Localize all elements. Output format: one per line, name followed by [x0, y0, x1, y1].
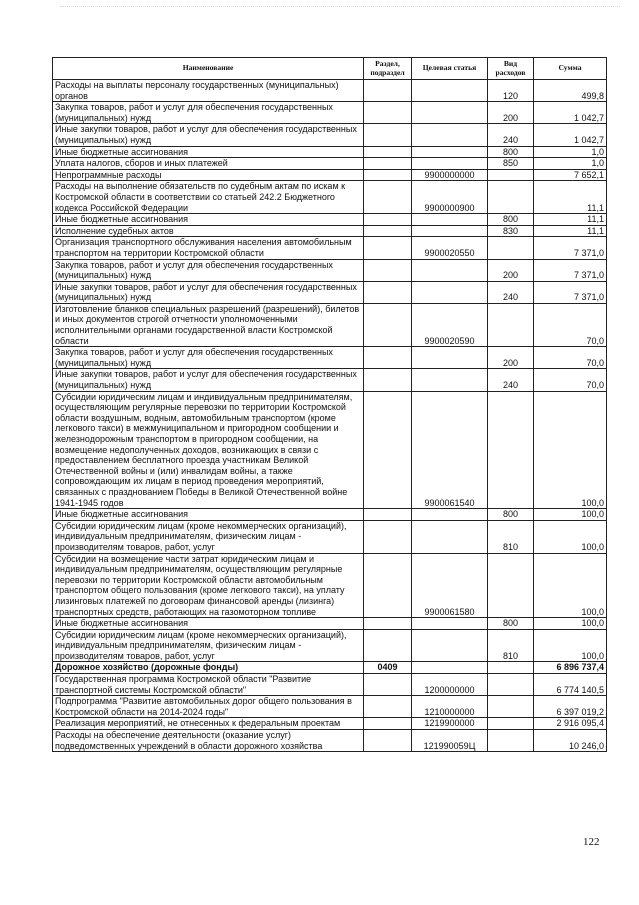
cell-kind [488, 730, 534, 752]
cell-section [364, 674, 412, 696]
cell-sum: 7 371,0 [534, 281, 607, 303]
cell-sum: 1,0 [534, 146, 607, 158]
cell-sum: 11,1 [534, 225, 607, 237]
cell-sum: 100,0 [534, 391, 607, 509]
cell-name: Субсидии юридическим лицам (кроме некоммерческих организаций), индивидуальным предпринимателям, физическим лицам - производителям товаров, работ, услуг [53, 629, 364, 662]
cell-name: Субсидии юридическим лицам и индивидуальным предпринимателям, осуществляющим регулярные перевозки по территории Костромской области воздушным, водным, автомобильным транспортом (кроме легкового такси) в межмуниципальном и пригородном сообщении и железнодорожным транспортом в пригородном сообщении, на возмещение недополученных доходов, возникающих в связи с предоставлением бесплатного проезда участникам Великой Отечественной войны и (или) инвалидам войны, а также сопровождающим их лицам в период проведения мероприятий, связанных с празднованием Победы в Великой Отечественной войне 1941-1945 годов [53, 391, 364, 509]
cell-name: Дорожное хозяйство (дорожные фонды) [53, 662, 364, 674]
cell-kind: 240 [488, 124, 534, 146]
table-body [53, 80, 607, 752]
cell-name: Расходы на обеспечение деятельности (оказание услуг) подведомственных учреждений в области дорожного хозяйства [53, 730, 364, 752]
cell-section [364, 102, 412, 124]
table-row [53, 347, 607, 369]
cell-target [412, 214, 488, 226]
table-row [53, 369, 607, 391]
cell-section [364, 718, 412, 730]
cell-kind: 120 [488, 80, 534, 102]
cell-name: Реализация мероприятий, не отнесенных к федеральным проектам [53, 718, 364, 730]
cell-target: 9900061580 [412, 553, 488, 618]
cell-target [412, 520, 488, 553]
table-row [53, 124, 607, 146]
cell-section [364, 369, 412, 391]
table-row [53, 225, 607, 237]
cell-sum: 1 042,7 [534, 102, 607, 124]
cell-name: Изготовление бланков специальных разрешений (разрешений), билетов и иных документов строгой отчетности уполномоченными исполнительными органами государственной власти Костромской области [53, 303, 364, 346]
cell-name: Субсидии юридическим лицам (кроме некоммерческих организаций), индивидуальным предпринимателям, физическим лицам - производителям товаров, работ, услуг [53, 520, 364, 553]
cell-name: Подпрограмма "Развитие автомобильных дорог общего пользования в Костромской области на 2014-2024 годы" [53, 696, 364, 718]
cell-kind: 200 [488, 347, 534, 369]
cell-name: Закупка товаров, работ и услуг для обеспечения государственных (муниципальных) нужд [53, 259, 364, 281]
cell-target: 9900000000 [412, 169, 488, 181]
cell-sum: 10 246,0 [534, 730, 607, 752]
cell-section [364, 696, 412, 718]
cell-target [412, 347, 488, 369]
cell-section [364, 281, 412, 303]
cell-sum: 7 652,1 [534, 169, 607, 181]
cell-sum: 6 397 019,2 [534, 696, 607, 718]
cell-kind [488, 169, 534, 181]
table-row [53, 303, 607, 346]
cell-section [364, 169, 412, 181]
table-row [53, 730, 607, 752]
cell-section [364, 303, 412, 346]
cell-name: Расходы на выплаты персоналу государственных (муниципальных) органов [53, 80, 364, 102]
cell-kind: 810 [488, 520, 534, 553]
cell-name: Иные закупки товаров, работ и услуг для обеспечения государственных (муниципальных) нужд [53, 369, 364, 391]
table-row [53, 629, 607, 662]
cell-kind [488, 391, 534, 509]
cell-section [364, 391, 412, 509]
cell-target [412, 124, 488, 146]
table-row [53, 662, 607, 674]
cell-target [412, 369, 488, 391]
cell-name: Расходы на выполнение обязательств по судебным актам по искам к Костромской области в соответствии со статьей 242.2 Бюджетного кодекса Российской Федерации [53, 181, 364, 214]
table-row [53, 718, 607, 730]
cell-sum: 1 042,7 [534, 124, 607, 146]
cell-section [364, 629, 412, 662]
cell-section [364, 225, 412, 237]
table-row [53, 696, 607, 718]
cell-sum: 70,0 [534, 303, 607, 346]
cell-name: Закупка товаров, работ и услуг для обеспечения государственных (муниципальных) нужд [53, 347, 364, 369]
cell-section [364, 146, 412, 158]
cell-target: 9900000900 [412, 181, 488, 214]
cell-target [412, 80, 488, 102]
cell-kind: 800 [488, 509, 534, 521]
cell-target [412, 158, 488, 170]
cell-section [364, 181, 412, 214]
table-row [53, 674, 607, 696]
cell-name: Иные бюджетные ассигнования [53, 146, 364, 158]
table-row [53, 158, 607, 170]
table-row [53, 102, 607, 124]
table-header-row [53, 58, 607, 80]
cell-name: Иные бюджетные ассигнования [53, 214, 364, 226]
cell-name: Государственная программа Костромской области "Развитие транспортной системы Костромской области" [53, 674, 364, 696]
cell-section [364, 259, 412, 281]
cell-target: 1210000000 [412, 696, 488, 718]
cell-sum: 100,0 [534, 553, 607, 618]
cell-kind [488, 237, 534, 259]
cell-name: Иные бюджетные ассигнования [53, 509, 364, 521]
cell-target [412, 509, 488, 521]
cell-target: 9900061540 [412, 391, 488, 509]
cell-kind: 240 [488, 369, 534, 391]
cell-name: Иные закупки товаров, работ и услуг для обеспечения государственных (муниципальных) нужд [53, 281, 364, 303]
cell-kind [488, 662, 534, 674]
cell-kind: 830 [488, 225, 534, 237]
cell-target [412, 662, 488, 674]
cell-section [364, 730, 412, 752]
cell-kind: 800 [488, 618, 534, 630]
cell-target: 1219900000 [412, 718, 488, 730]
cell-sum: 100,0 [534, 629, 607, 662]
table-row [53, 169, 607, 181]
table-row [53, 509, 607, 521]
cell-section [364, 347, 412, 369]
header-section: Раздел, подраздел [364, 58, 412, 80]
cell-target [412, 629, 488, 662]
cell-target [412, 146, 488, 158]
cell-section [364, 80, 412, 102]
cell-sum: 2 916 095,4 [534, 718, 607, 730]
header-name: Наименование [53, 58, 364, 80]
table-row [53, 553, 607, 618]
header-kind: Вид расходов [488, 58, 534, 80]
cell-section [364, 520, 412, 553]
table-row [53, 281, 607, 303]
table-row [53, 214, 607, 226]
table-row [53, 80, 607, 102]
cell-target: 9900020550 [412, 237, 488, 259]
cell-target: 9900020590 [412, 303, 488, 346]
cell-kind [488, 674, 534, 696]
table-row [53, 391, 607, 509]
table-row [53, 618, 607, 630]
cell-sum: 7 371,0 [534, 237, 607, 259]
cell-kind [488, 718, 534, 730]
cell-section [364, 509, 412, 521]
cell-kind: 800 [488, 146, 534, 158]
table-row [53, 146, 607, 158]
cell-sum: 6 774 140,5 [534, 674, 607, 696]
cell-sum: 70,0 [534, 347, 607, 369]
cell-kind [488, 553, 534, 618]
cell-kind [488, 303, 534, 346]
cell-sum: 70,0 [534, 369, 607, 391]
cell-name: Иные бюджетные ассигнования [53, 618, 364, 630]
budget-table [52, 57, 607, 752]
cell-kind [488, 696, 534, 718]
cell-kind: 240 [488, 281, 534, 303]
page-number: 122 [583, 836, 600, 848]
cell-section [364, 237, 412, 259]
cell-target [412, 281, 488, 303]
cell-section [364, 214, 412, 226]
cell-kind: 800 [488, 214, 534, 226]
cell-name: Субсидии на возмещение части затрат юридическим лицам и индивидуальным предпринимателям, осуществляющим регулярные перевозки по территории Костромской области автомобильным транспортом общего пользования (кроме легкового такси), на уплату лизинговых платежей по договорам финансовой аренды (лизинга) транспортных средств, работающих на газомоторном топливе [53, 553, 364, 618]
cell-section [364, 553, 412, 618]
cell-section: 0409 [364, 662, 412, 674]
table-row [53, 520, 607, 553]
cell-name: Организация транспортного обслуживания населения автомобильным транспортом на территории Костромской области [53, 237, 364, 259]
scan-edge-line [60, 6, 620, 7]
cell-name: Закупка товаров, работ и услуг для обеспечения государственных (муниципальных) нужд [53, 102, 364, 124]
cell-target [412, 225, 488, 237]
cell-section [364, 158, 412, 170]
cell-sum: 499,8 [534, 80, 607, 102]
header-target: Целевая статья [412, 58, 488, 80]
cell-kind: 200 [488, 102, 534, 124]
cell-target: 1200000000 [412, 674, 488, 696]
cell-section [364, 618, 412, 630]
cell-kind: 850 [488, 158, 534, 170]
cell-sum: 11,1 [534, 214, 607, 226]
table-row [53, 181, 607, 214]
cell-sum: 11,1 [534, 181, 607, 214]
cell-name: Иные закупки товаров, работ и услуг для обеспечения государственных (муниципальных) нужд [53, 124, 364, 146]
cell-name: Исполнение судебных актов [53, 225, 364, 237]
cell-section [364, 124, 412, 146]
cell-name: Непрограммные расходы [53, 169, 364, 181]
cell-target [412, 102, 488, 124]
table-row [53, 237, 607, 259]
cell-sum: 100,0 [534, 509, 607, 521]
cell-sum: 1,0 [534, 158, 607, 170]
cell-sum: 100,0 [534, 618, 607, 630]
cell-sum: 6 896 737,4 [534, 662, 607, 674]
table-row [53, 259, 607, 281]
cell-sum: 7 371,0 [534, 259, 607, 281]
cell-kind [488, 181, 534, 214]
cell-target: 121990059Ц [412, 730, 488, 752]
cell-kind: 200 [488, 259, 534, 281]
cell-kind: 810 [488, 629, 534, 662]
cell-target [412, 618, 488, 630]
header-sum: Сумма [534, 58, 607, 80]
cell-target [412, 259, 488, 281]
cell-sum: 100,0 [534, 520, 607, 553]
cell-name: Уплата налогов, сборов и иных платежей [53, 158, 364, 170]
